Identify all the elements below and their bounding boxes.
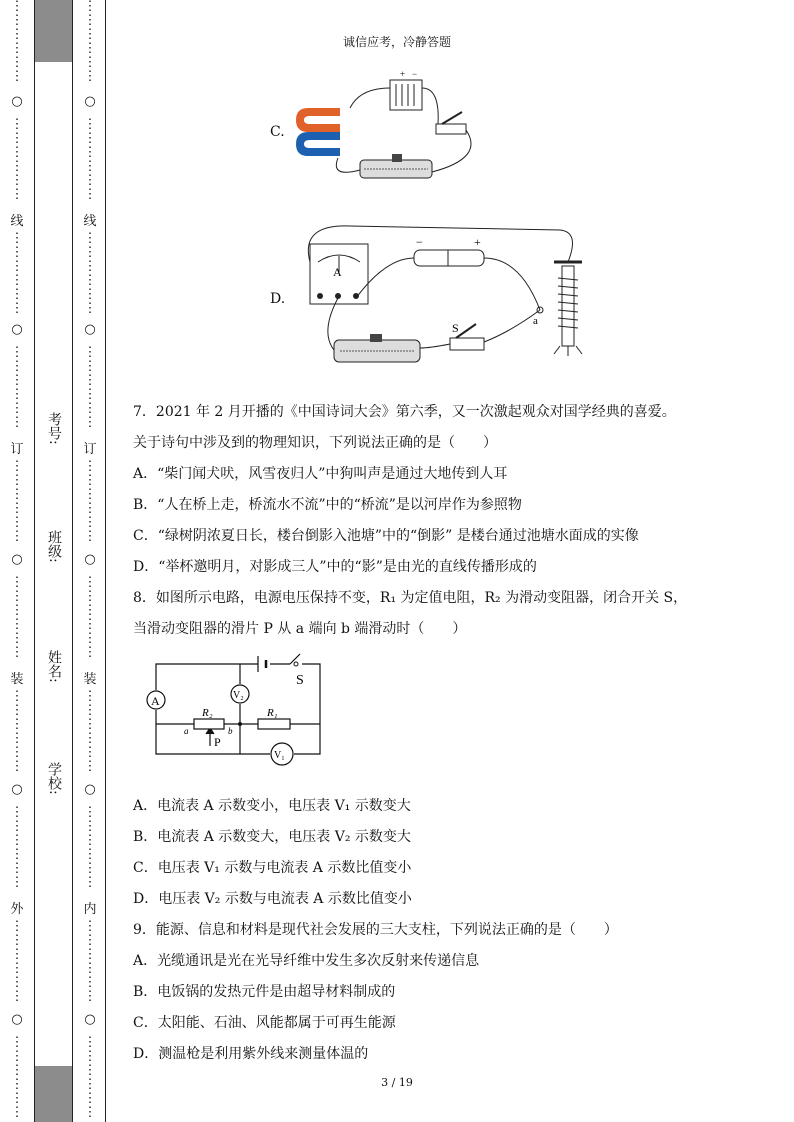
- battery-plus: +: [474, 235, 481, 249]
- binding-mark-zhuang: 装: [83, 672, 97, 687]
- dots: ⋮ ⋮ ⋮ ⋮ ⋮ ⋮: [10, 920, 24, 1004]
- q9-option-a[interactable]: A．光缆通讯是光在光导纤维中发生多次反射来传递信息: [133, 953, 480, 969]
- q9-option-c[interactable]: C．太阳能、石油、风能都属于可再生能源: [133, 1015, 396, 1031]
- border-line: [34, 0, 35, 1122]
- r1-label: R₁: [267, 707, 278, 719]
- dots: ⋮ ⋮ ⋮ ⋮ ⋮ ⋮: [83, 460, 97, 544]
- dots: ⋮ ⋮ ⋮ ⋮ ⋮ ⋮: [83, 232, 97, 316]
- dots: ⋮ ⋮ ⋮ ⋮ ⋮ ⋮: [10, 118, 24, 202]
- end-a-label: a: [184, 726, 189, 736]
- page-header: 诚信应考，冷静答题: [342, 35, 451, 49]
- svg-text:−: −: [412, 69, 418, 79]
- slider-p-label: P: [214, 735, 221, 749]
- dots: ⋮ ⋮ ⋮ ⋮ ⋮ ⋮: [10, 1036, 24, 1120]
- binding-mark-line: 线: [10, 214, 24, 229]
- dots: ⋮ ⋮ ⋮ ⋮ ⋮ ⋮: [10, 806, 24, 890]
- voltmeter-v1-label: V₁: [274, 750, 285, 761]
- q8-option-c[interactable]: C．电压表 V₁ 示数与电流表 A 示数比值变小: [133, 860, 412, 876]
- field-school-label: 学校:: [46, 762, 62, 795]
- binding-mark-ding: 订: [10, 442, 24, 457]
- dots: ⋮ ⋮ ⋮ ⋮ ⋮ ⋮: [83, 806, 97, 890]
- dots: ⋮ ⋮ ⋮ ⋮ ⋮ ⋮: [83, 118, 97, 202]
- circle-mark: ○: [84, 94, 96, 109]
- q8-stem-line2: 当滑动变阻器的滑片 P 从 a 端向 b 端滑动时（ ）: [133, 621, 467, 637]
- binding-mark-wai: 外: [10, 902, 24, 917]
- tap-a-label: a: [533, 315, 538, 327]
- ammeter-symbol-label: A: [151, 694, 160, 708]
- dots: ⋮ ⋮ ⋮ ⋮ ⋮ ⋮: [83, 346, 97, 430]
- dots: ⋮ ⋮ ⋮ ⋮ ⋮ ⋮: [10, 460, 24, 544]
- q9-option-d[interactable]: D．测温枪是利用紫外线来测量体温的: [133, 1046, 369, 1062]
- ammeter-letter: A: [333, 265, 342, 279]
- dots: ⋮ ⋮ ⋮ ⋮ ⋮ ⋮: [83, 690, 97, 774]
- gray-block-bottom: [34, 1066, 72, 1122]
- q9-stem: 9．能源、信息和材料是现代社会发展的三大支柱，下列说法正确的是（ ）: [133, 922, 618, 938]
- q8-option-a[interactable]: A．电流表 A 示数变小，电压表 V₁ 示数变大: [133, 798, 411, 814]
- q8-stem-line1: 8．如图所示电路，电源电压保持不变，R₁ 为定值电阻，R₂ 为滑动变阻器，闭合开关 S，: [133, 590, 688, 606]
- circle-mark: ○: [84, 1012, 96, 1027]
- inner-dotted-column: ⋮ ⋮ ⋮ ⋮ ⋮ ⋮: [83, 0, 97, 84]
- border-line: [72, 0, 73, 1122]
- circle-mark: ○: [11, 94, 23, 109]
- circle-mark: ○: [11, 322, 23, 337]
- binding-mark-ding: 订: [83, 442, 97, 457]
- q8-option-b[interactable]: B．电流表 A 示数变大，电压表 V₂ 示数变大: [133, 829, 411, 845]
- field-exam-number-label: 考号:: [46, 412, 62, 445]
- dots: ⋮ ⋮ ⋮ ⋮ ⋮ ⋮: [83, 920, 97, 1004]
- q8-option-d[interactable]: D．电压表 V₂ 示数与电流表 A 示数比值变小: [133, 891, 412, 907]
- figure-d-electromagnet-circuit: [290, 222, 600, 382]
- voltmeter-v2-label: V₂: [233, 690, 244, 701]
- option-c-label: C.: [270, 124, 285, 140]
- option-d-label: D.: [270, 291, 286, 307]
- q7-stem-line2: 关于诗句中涉及到的物理知识，下列说法正确的是（ ）: [133, 435, 497, 451]
- field-name-label: 姓名:: [46, 650, 62, 683]
- dots: ⋮ ⋮ ⋮ ⋮ ⋮ ⋮: [83, 1036, 97, 1120]
- binding-mark-nei: 内: [83, 902, 97, 917]
- battery-minus: −: [416, 235, 423, 249]
- q7-option-d[interactable]: D．“举杯邀明月，对影成三人”中的“影”是由光的直线传播形成的: [133, 559, 537, 575]
- dots: ⋮ ⋮ ⋮ ⋮ ⋮ ⋮: [10, 576, 24, 660]
- circle-mark: ○: [11, 1012, 23, 1027]
- dots: ⋮ ⋮ ⋮ ⋮ ⋮ ⋮: [10, 690, 24, 774]
- q9-option-b[interactable]: B．电饭锅的发热元件是由超导材料制成的: [133, 984, 396, 1000]
- q7-option-c[interactable]: C．“绿树阴浓夏日长，楼台倒影入池塘”中的“倒影” 是楼台通过池塘水面成的实像: [133, 528, 639, 544]
- page-number: 3 / 19: [381, 1076, 413, 1089]
- dots: ⋮ ⋮ ⋮ ⋮ ⋮ ⋮: [83, 576, 97, 660]
- circle-mark: ○: [84, 322, 96, 337]
- svg-text:+: +: [400, 69, 406, 79]
- q8-circuit-diagram: [140, 650, 340, 780]
- figure-c-electromagnet-circuit: [290, 68, 490, 192]
- circle-mark: ○: [11, 782, 23, 797]
- circle-mark: ○: [84, 782, 96, 797]
- outer-dotted-column: ⋮ ⋮ ⋮ ⋮ ⋮ ⋮: [10, 0, 24, 84]
- binding-mark-line: 线: [83, 214, 97, 229]
- q7-stem-line1: 7．2021 年 2 月开播的《中国诗词大会》第六季，又一次激起观众对国学经典的喜爱。: [133, 404, 676, 420]
- switch-s-label: S: [296, 673, 304, 688]
- field-class-label: 班级:: [46, 530, 62, 563]
- switch-label: S: [452, 321, 459, 335]
- q7-option-a[interactable]: A．“柴门闻犬吠，风雪夜归人”中狗叫声是通过大地传到人耳: [133, 466, 508, 482]
- dots: ⋮ ⋮ ⋮ ⋮ ⋮ ⋮: [10, 232, 24, 316]
- dots: ⋮ ⋮ ⋮ ⋮ ⋮ ⋮: [10, 346, 24, 430]
- binding-mark-zhuang: 装: [10, 672, 24, 687]
- end-b-label: b: [228, 726, 233, 736]
- gray-block-top: [34, 0, 72, 62]
- border-line: [105, 0, 106, 1122]
- r2-label: R₂: [202, 707, 213, 719]
- q7-option-b[interactable]: B．“人在桥上走，桥流水不流”中的“桥流”是以河岸作为参照物: [133, 497, 522, 513]
- circle-mark: ○: [11, 552, 23, 567]
- circle-mark: ○: [84, 552, 96, 567]
